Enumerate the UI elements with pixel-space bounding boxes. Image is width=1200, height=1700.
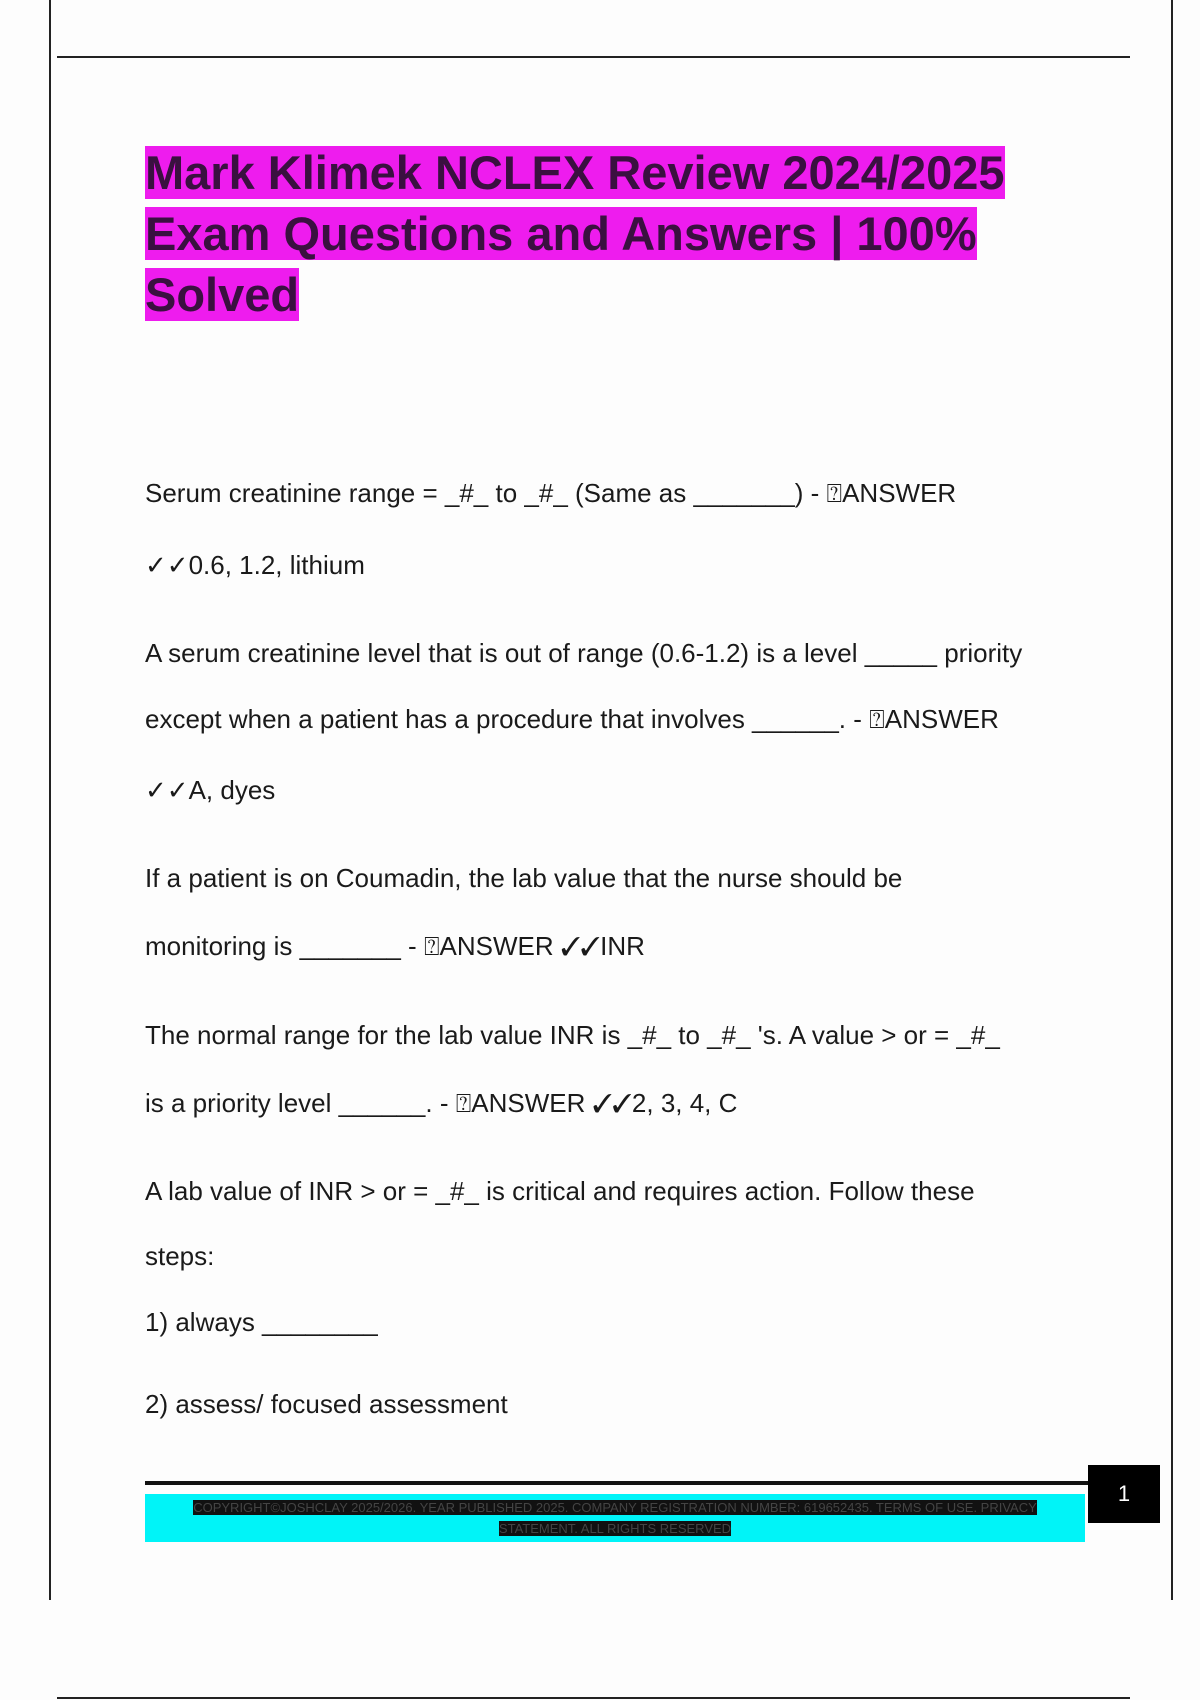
answer-1-text: ✓✓0.6, 1.2, lithium: [145, 550, 365, 580]
question-5-line-2: steps:: [145, 1241, 215, 1271]
question-4-line-1: The normal range for the lab value INR is _#_ to _#_ 's. A value > or = _#_: [145, 1020, 1000, 1050]
page-left-border: [49, 0, 51, 1600]
copyright-band: [145, 1494, 1085, 1542]
page-right-border: [1171, 0, 1173, 1600]
step-2-text: 2) assess/ focused assessment: [145, 1389, 508, 1419]
question-2-line-2: except when a patient has a procedure that involves ______. - ⍰ANSWER: [145, 704, 999, 734]
question-1-text: Serum creatinine range = _#_ to _#_ (Same as _______) - ⍰ANSWER: [145, 478, 957, 508]
footer-rule: [145, 1481, 1090, 1485]
question-4-line-2: is a priority level ______. - ⍰ANSWER ✓✓2, 3, 4, C: [145, 1088, 738, 1118]
bottom-rule: [57, 1697, 1130, 1699]
step-1-text: 1) always ________: [145, 1307, 378, 1337]
page-number: 1: [1088, 1465, 1160, 1523]
question-3-line-2: monitoring is _______ - ⍰ANSWER ✓✓INR: [145, 931, 645, 961]
answer-2-text: ✓✓A, dyes: [145, 775, 276, 805]
question-3-line-1: If a patient is on Coumadin, the lab value that the nurse should be: [145, 863, 903, 893]
copyright-line-2: STATEMENT. ALL RIGHTS RESERVED: [498, 1521, 732, 1536]
title-text: Mark Klimek NCLEX Review 2024/2025 Exam Questions and Answers | 100% Solved: [145, 146, 1005, 321]
copyright-line-1: COPYRIGHT©JOSHCLAY 2025/2026. YEAR PUBLISHED 2025. COMPANY REGISTRATION NUMBER: 619652435. TERMS OF USE. PRIVACY: [193, 1500, 1037, 1515]
document-title: [145, 142, 1045, 325]
question-5-line-1: A lab value of INR > or = _#_ is critical and requires action. Follow these: [145, 1176, 975, 1206]
header-rule: [57, 56, 1130, 58]
question-2-line-1: A serum creatinine level that is out of range (0.6-1.2) is a level _____ priority: [145, 638, 1023, 668]
